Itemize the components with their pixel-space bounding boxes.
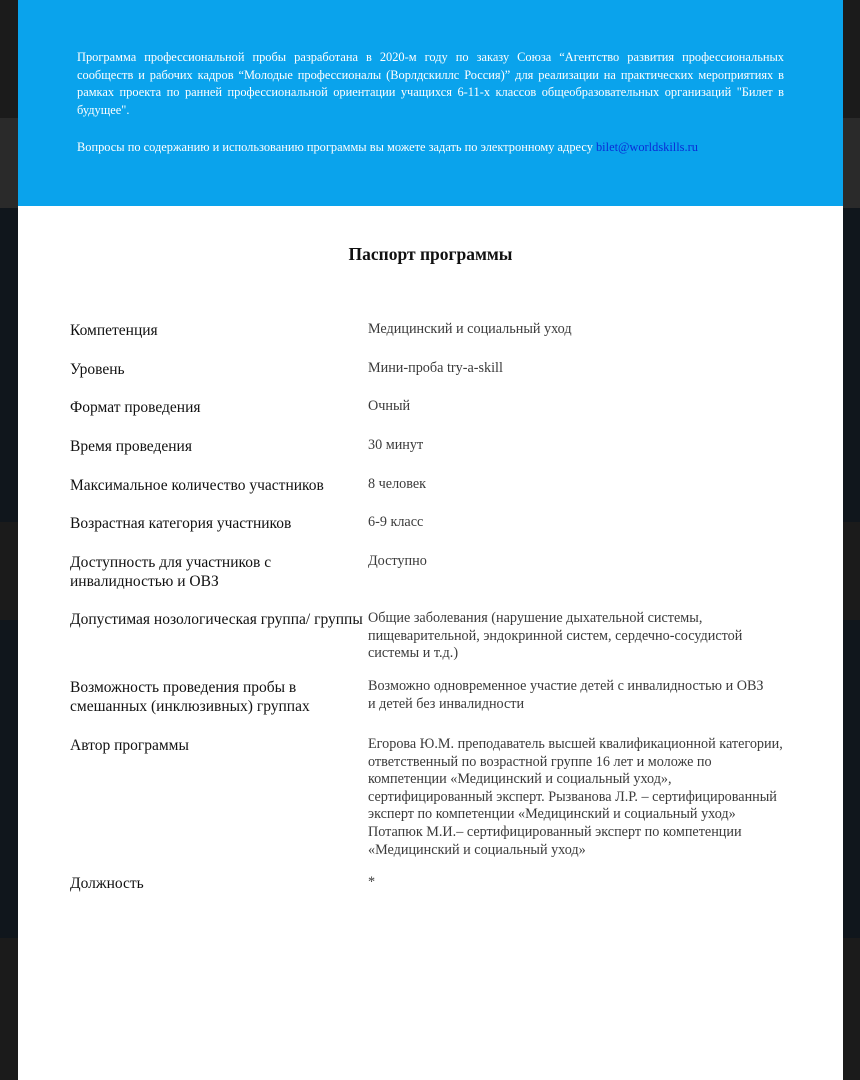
row-value: 8 человек [368,476,427,492]
row-label: Возможность проведения пробы в смешанных (инклюзивных) группах [70,679,310,715]
row-value: Возможно одновременное участие детей с инвалидностью и ОВЗ и детей без инвалидности [368,678,764,712]
row-label: Уровень [70,361,125,378]
contact-label: Вопросы по содержанию и использованию программы вы можете задать по электронному адресу [77,140,596,154]
row-value: * [368,874,376,890]
row-label: Автор программы [70,737,189,754]
row-value: Очный [368,398,411,414]
row-label: Максимальное количество участников [70,477,324,494]
row-value: Егорова Ю.М. преподаватель высшей квалификационной категории, ответственный по возрастной группе 16 лет и моложе по компетенции «Медицинский и социальный уход», сертифицированный эксперт. Рызванова Л.Р. – сертифицированный эксперт по компетенции «Медицинский и социальный уход» Потапюк М.И.– сертифицированный эксперт по компетенции «Медицинский и социальный уход» [368,736,783,858]
row-label: Возрастная категория участников [70,515,292,532]
row-label: Формат проведения [70,399,201,416]
row-label: Доступность для участников с инвалидностью и ОВЗ [70,554,272,590]
row-label: Допустимая нозологическая группа/ группы [70,611,363,628]
row-label: Должность [70,875,144,892]
row-value: Мини-проба try-a-skill [368,360,503,376]
document-page [18,0,843,1080]
page-title: Паспорт программы [348,244,513,264]
row-value: Общие заболевания (нарушение дыхательной системы, пищеварительной, эндокринной систем, сердечно-сосудистой системы и т.д.) [368,610,743,662]
info-header [18,0,843,206]
contact-text [77,139,784,157]
row-value: 30 минут [368,437,424,453]
row-value: Медицинский и социальный уход [368,321,572,337]
row-label: Компетенция [70,322,158,339]
row-value: 6-9 класс [368,514,424,530]
program-intro-text: Программа профессиональной пробы разработана в 2020-м году по заказу Союза “Агентство развития профессиональных сообществ и рабочих кадров “Молодые профессионалы (Ворлдскиллс Россия)” для реализации на практических мероприятиях в рамках проекта по ранней профессиональной ориентации учащихся 6-11-х классов общеобразовательных организаций "Билет в будущее". [77,50,784,117]
row-value: Доступно [368,553,427,569]
row-label: Время проведения [70,438,192,455]
email-link[interactable]: bilet@worldskills.ru [595,140,698,154]
